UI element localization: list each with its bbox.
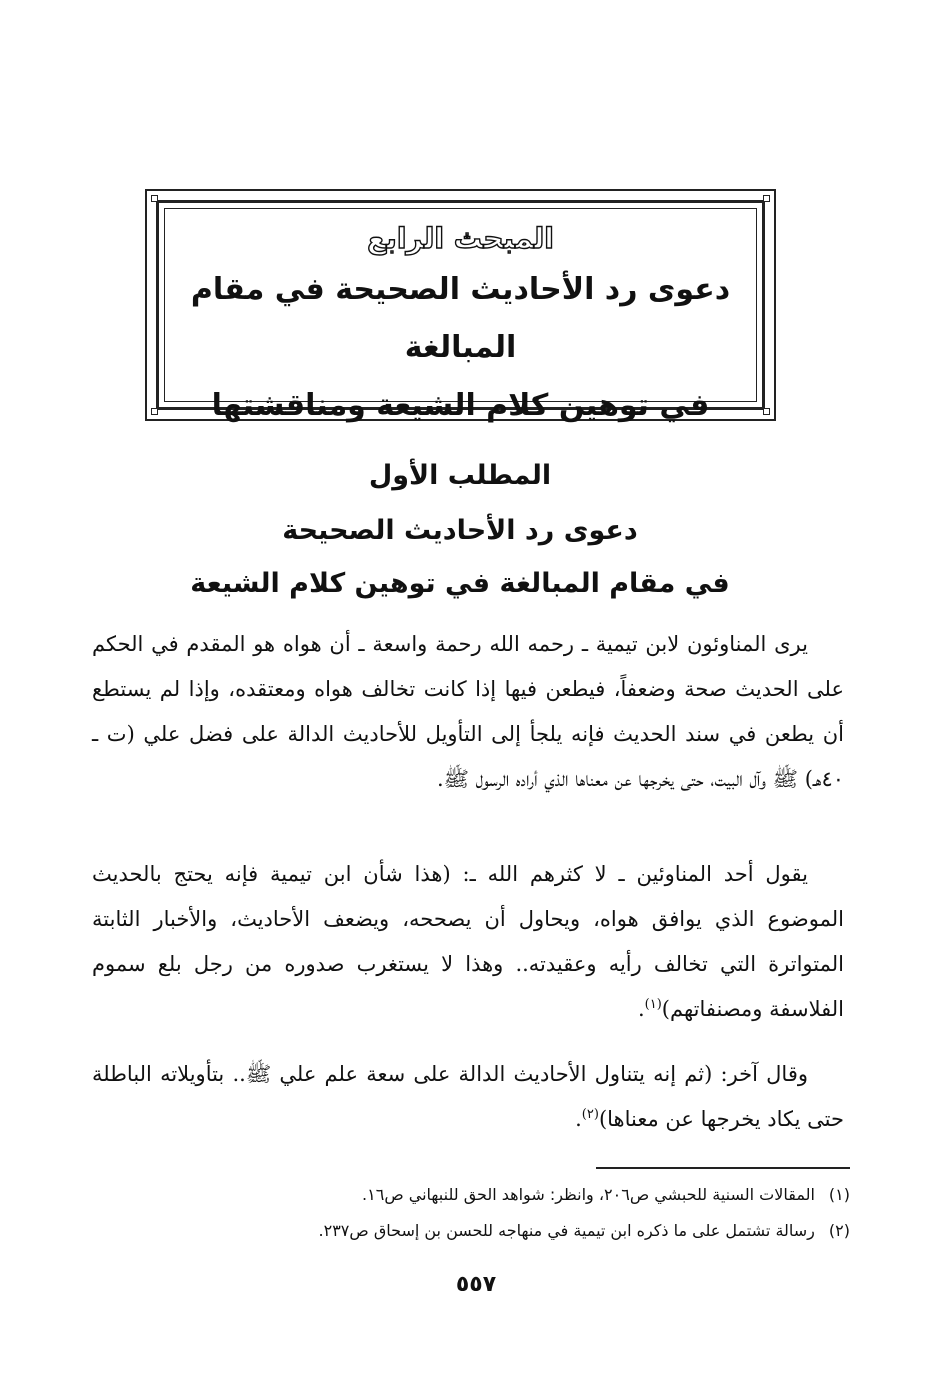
footnote-2 (170, 1219, 850, 1243)
paragraph-2-text: يقول أحد المناوئين ـ لا كثرهم الله ـ: (هذا شأن ابن تيمية فإنه يحتج بالحديث الموضوع الذي يوافق هواه، ويحاول أن يصححه، ويضعف الأحاديث، والأخبار الثابتة المتواترة التي تخالف رأيه وعقيدته.. وهذا لا يستغرب صدوره من رجل بلع سموم الفلاسفة ومصنفاتهم) (92, 862, 844, 1021)
frame-corner-ornament (763, 408, 770, 415)
section-title-line-2: في مقام المبالغة في توهين كلام الشيعة (190, 568, 730, 599)
paragraph-3-end: . (575, 1107, 582, 1131)
footnote-1 (170, 1183, 850, 1207)
chapter-title-line-2: في توهين كلام الشيعة ومناقشتها (211, 388, 710, 423)
footnote-text: رسالة تشتمل على ما ذكره ابن تيمية في منهاجه للحسن بن إسحاق ص٢٣٧. (318, 1221, 815, 1240)
frame-corner-ornament (763, 195, 770, 202)
paragraph-2-end: . (637, 997, 645, 1021)
paragraph-3-text: وقال آخر: (ثم إنه يتناول الأحاديث الدالة على سعة علم علي ﷺ.. بتأويلاته الباطلة حتى يكاد يخرجها عن معناها) (92, 1062, 844, 1131)
frame-corner-ornament (151, 195, 158, 202)
paragraph-2 (92, 852, 844, 1032)
chapter-label: المبحث الرابع (367, 222, 554, 255)
footnote-ref-1: (١) (644, 997, 662, 1012)
paragraph-3 (92, 1052, 844, 1142)
section-heading: المطلب الأول (368, 460, 552, 491)
chapter-title-line-1: دعوى رد الأحاديث الصحيحة في مقام المبالغة (190, 272, 731, 365)
page-number: ٥٥٧ (455, 1272, 497, 1297)
footnote-separator (596, 1167, 850, 1169)
paragraph-1: يرى المناوئون لابن تيمية ـ رحمه الله رحمة واسعة ـ أن هواه هو المقدم في الحكم على الحديث صحة وضعفاً، فيطعن فيها إذا كانت تخالف هواه ومعتقده، وإذا لم يستطع أن يطعن في سند الحديث فإنه يلجأ إلى التأويل للأحاديث الدالة على فضل علي (ت ـ ٤٠هـ) ﷺ وآل البيت، حتى يخرجها عن معناها الذي أراده الرسول ﷺ. (92, 632, 844, 791)
footnote-ref-2: (٢) (581, 1107, 599, 1122)
footnote-number: (١) (828, 1185, 850, 1204)
section-title-line-1: دعوى رد الأحاديث الصحيحة (282, 515, 638, 546)
footnote-text: المقالات السنية للحبشي ص٢٠٦، وانظر: شواهد الحق للنبهاني ص١٦. (362, 1185, 815, 1204)
chapter-title-frame (145, 189, 776, 421)
footnote-number: (٢) (828, 1221, 850, 1240)
frame-corner-ornament (151, 408, 158, 415)
chapter-titles (167, 217, 754, 435)
